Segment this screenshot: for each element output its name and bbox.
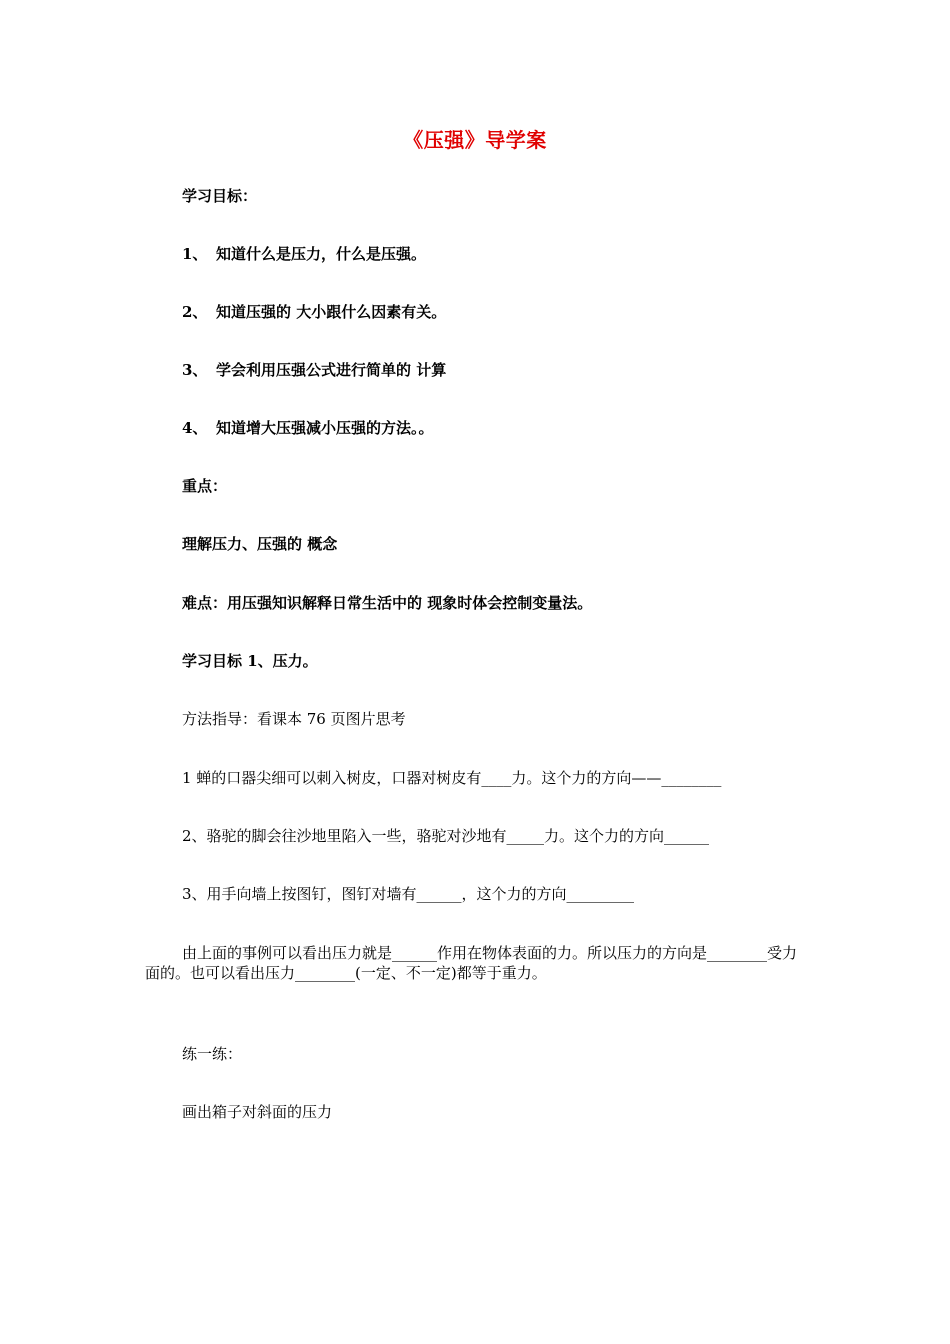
objective-number: 4、 [182, 419, 208, 437]
document-title: 《压强》导学案 [403, 128, 547, 152]
key-point-text: 理解压力、压强的 概念 [182, 535, 338, 553]
objective-number: 3、 [182, 361, 208, 379]
objectives-heading: 学习目标： [182, 187, 258, 205]
objective-item-4 [182, 418, 434, 438]
objective-text: 学会利用压强公式进行简单的 计算 [216, 361, 447, 379]
objective-text: 知道什么是压力，什么是压强。 [216, 245, 427, 263]
question-3: 3、用手向墙上按图钉，图钉对墙有______，这个力的方向_________ [182, 885, 635, 903]
objective-item-2 [182, 302, 446, 322]
conclusion-text: 由上面的事例可以看出压力就是______作用在物体表面的力。所以压力的方向是________受力面的。也可以看出压力________(一定、不一定)都等于重力。 [145, 944, 798, 982]
conclusion-paragraph [145, 943, 805, 1003]
method-guide: 方法指导：看课本 76 页图片思考 [182, 710, 406, 728]
section1-heading: 学习目标 1、压力。 [182, 652, 318, 670]
objective-number: 1、 [182, 245, 208, 263]
objective-number: 2、 [182, 303, 208, 321]
practice-heading: 练一练： [182, 1045, 243, 1063]
question-2: 2、骆驼的脚会往沙地里陷入一些，骆驼对沙地有_____力。这个力的方向______ [182, 827, 710, 845]
difficulty-text: 难点：用压强知识解释日常生活中的 现象时体会控制变量法。 [182, 594, 593, 612]
objective-text: 知道增大压强减小压强的方法。。 [216, 419, 434, 437]
objective-item-1 [182, 244, 426, 264]
practice-task: 画出箱子对斜面的压力 [182, 1103, 333, 1121]
objective-item-3 [182, 360, 446, 380]
question-1: 1 蝉的口器尖细可以刺入树皮，口器对树皮有____力。这个力的方向——________ [182, 769, 722, 787]
key-point-heading: 重点： [182, 477, 228, 495]
objective-text: 知道压强的 大小跟什么因素有关。 [216, 303, 447, 321]
